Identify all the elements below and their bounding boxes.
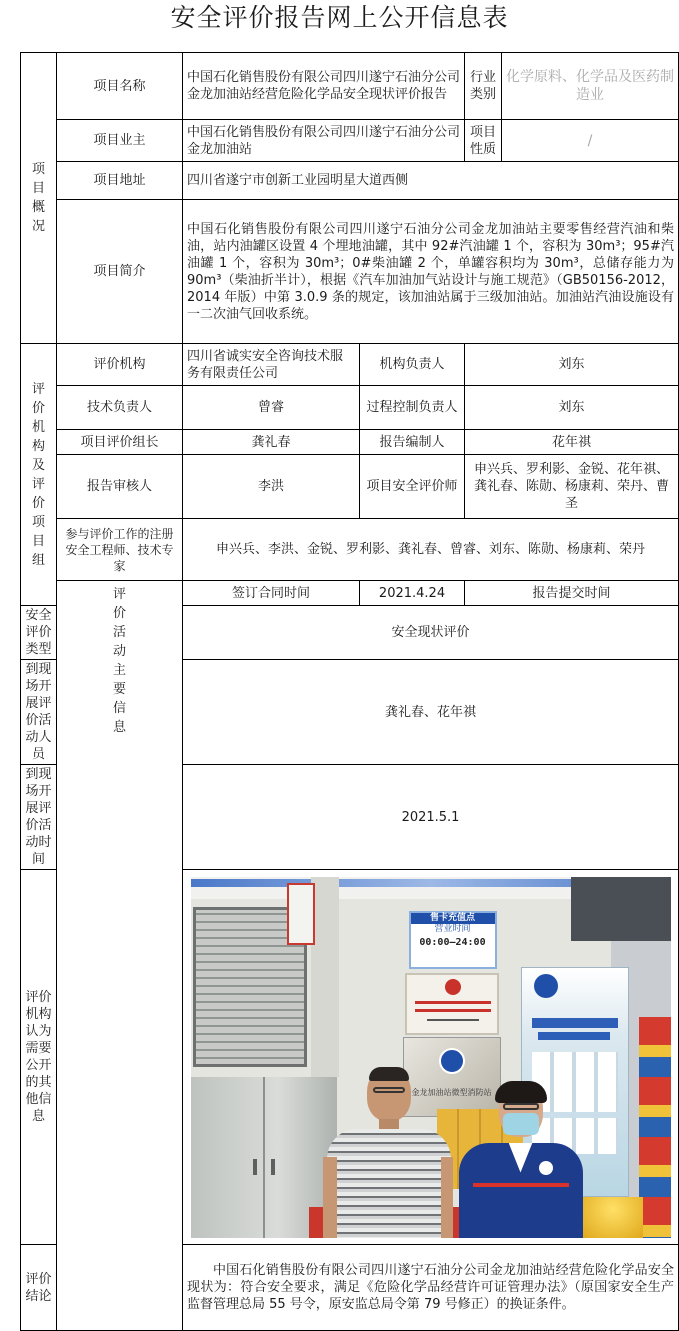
agency-label: 评价机构	[57, 344, 183, 386]
leader-label: 项目评价组长	[57, 430, 183, 455]
leader-value: 龚礼春	[183, 430, 360, 455]
site-photo-cell	[183, 870, 679, 1245]
conclusion-label: 评价结论	[21, 1245, 57, 1331]
industry-label: 行业类别	[465, 53, 502, 120]
compiler-label: 报告编制人	[360, 430, 465, 455]
compiler-value: 花年祺	[465, 430, 679, 455]
person-man	[323, 1067, 453, 1238]
project-owner-label: 项目业主	[57, 120, 183, 162]
project-nature-value: /	[502, 120, 679, 162]
hours-board	[409, 911, 497, 969]
section-org: 评价机构及评价项目组	[21, 344, 57, 606]
reviewer-value: 李洪	[183, 455, 360, 519]
hours-board-sub: 营业时间	[434, 923, 471, 934]
site-visitors-value: 龚礼春、花年祺	[183, 660, 679, 765]
hours-board-title: 售卡充值点	[411, 913, 495, 924]
assessors-value: 申兴兵、罗利影、金锐、花年祺、龚礼春、陈勋、杨康莉、荣丹、曹圣	[465, 455, 679, 519]
person-woman	[453, 1083, 585, 1238]
project-name: 中国石化销售股份有限公司四川遂宁石油分公司金龙加油站经营危险化学品安全现状评价报告	[183, 53, 465, 120]
project-nature-label: 项目性质	[465, 120, 502, 162]
fire-station-plaque	[405, 973, 499, 1035]
project-owner: 中国石化销售股份有限公司四川遂宁石油分公司金龙加油站	[183, 120, 465, 162]
contract-date-label: 签订合同时间	[183, 581, 360, 606]
assessment-type-label: 安全评价类型	[21, 606, 57, 660]
agency-value: 四川省诚实安全咨询技术服务有限责任公司	[183, 344, 360, 386]
agency-head-label: 机构负责人	[360, 344, 465, 386]
project-address-label: 项目地址	[57, 162, 183, 200]
project-name-label: 项目名称	[57, 53, 183, 120]
reviewer-label: 报告审核人	[57, 455, 183, 519]
section-overview: 项目概况	[21, 53, 57, 344]
project-address: 四川省遂宁市创新工业园明星大道西侧	[183, 162, 679, 200]
hours-board-time: 00:00—24:00	[419, 936, 486, 948]
section-activity: 评价活动主要信息	[57, 581, 183, 1331]
site-visit-time-value: 2021.5.1	[183, 765, 679, 870]
tech-head-label: 技术负责人	[57, 386, 183, 430]
assessors-label: 项目安全评价师	[360, 455, 465, 519]
project-intro-label: 项目简介	[57, 200, 183, 344]
site-visitors-label: 到现场开展评价活动人员	[21, 660, 57, 765]
industry-value: 化学原料、化学品及医药制造业	[502, 53, 679, 120]
info-table	[20, 52, 679, 1331]
project-intro: 中国石化销售股份有限公司四川遂宁石油分公司金龙加油站主要零售经营汽油和柴油，站内油罐区设置 4 个埋地油罐，其中 92#汽油罐 1 个，容积为 30m³；95#汽油罐 1 个，容积为 30m³；0#柴油罐 2 个，单罐容积均为 30m³，总储存能力为 90m³（柴油折半计），根据《汽车加油加气站设计与施工规范》（GB50156-2012，2014 年版）中第 3.0.9 条的规定，该加油站属于三级加油站。加油站汽油设施设有一二次油气回收系统。	[183, 200, 679, 344]
site-visit-time-label: 到现场开展评价活动时间	[21, 765, 57, 870]
site-photo	[191, 877, 671, 1238]
agency-head-value: 刘东	[465, 344, 679, 386]
station-plaque-text: 金龙加油站微型消防站	[411, 1087, 492, 1097]
process-head-label: 过程控制负责人	[360, 386, 465, 430]
assessment-type-value: 安全现状评价	[183, 606, 679, 660]
submit-date-label: 报告提交时间	[465, 581, 679, 606]
process-head-value: 刘东	[465, 386, 679, 430]
tech-head-value: 曾睿	[183, 386, 360, 430]
engineers-label: 参与评价工作的注册安全工程师、技术专家	[57, 519, 183, 581]
fire-sign	[287, 883, 315, 945]
conclusion-value: 中国石化销售股份有限公司四川遂宁石油分公司金龙加油站经营危险化学品安全现状为：符合安全要求，满足《危险化学品经营许可证管理办法》（原国家安全生产监督管理总局 55 号令，原安监总局令第 79 号修正）的换证条件。	[183, 1245, 679, 1331]
contract-date-value: 2021.4.24	[360, 581, 465, 606]
engineers-value: 申兴兵、李洪、金锐、罗利影、龚礼春、曾睿、刘东、陈勋、杨康莉、荣丹	[183, 519, 679, 581]
other-info-label: 评价机构认为需要公开的其他信息	[21, 870, 57, 1245]
page-title: 安全评价报告网上公开信息表	[170, 3, 509, 32]
